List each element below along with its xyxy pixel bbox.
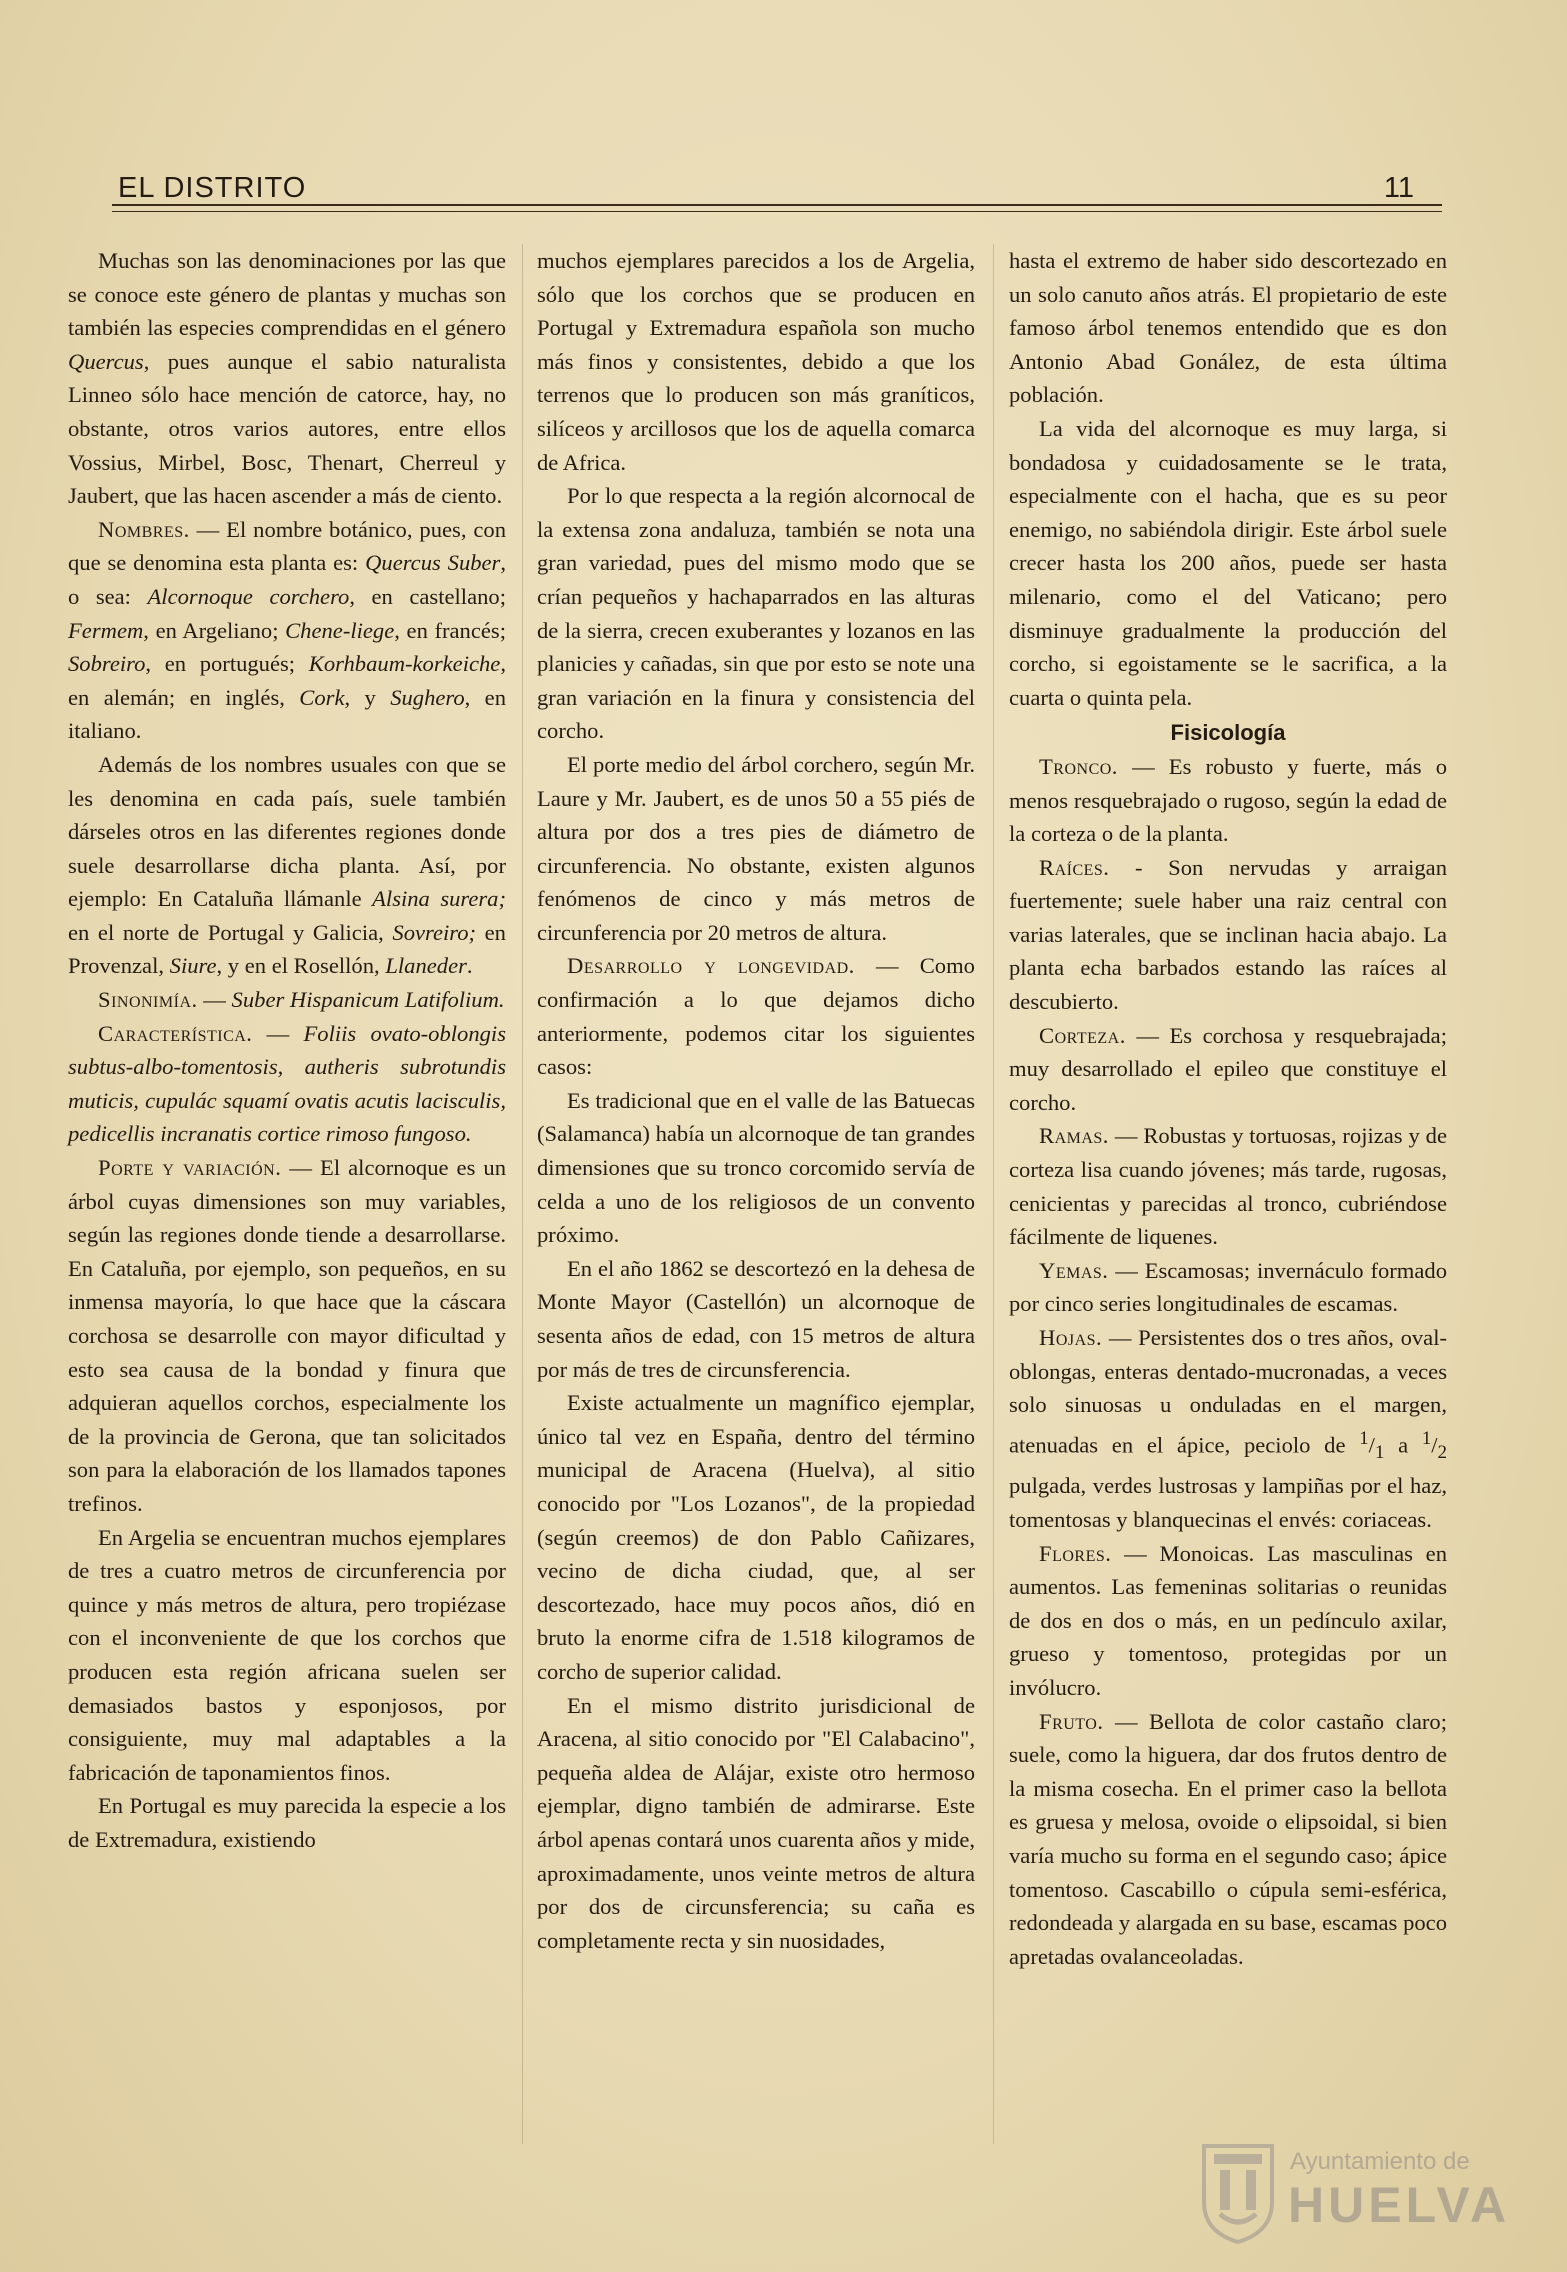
paragraph: Además de los nombres usuales con que se les denomina en cada país, suele también dárseles otros en las diferentes regiones donde suele desarrollarse dicha planta. Así, por ejemplo: En Cataluña llámanle Alsina surera; en el norte de Portugal y Galicia, Sovreiro; en Provenzal, Siure, y en el Rosellón, Llaneder.	[68, 751, 507, 979]
city-shield-icon	[1198, 2140, 1278, 2244]
column-separator	[993, 244, 994, 2144]
paragraph: Corteza. — Es corchosa y resquebrajada; muy desarrollado el epileo que constituye el corcho.	[1009, 1022, 1447, 1115]
text-column-2	[537, 244, 975, 1957]
page-header	[112, 172, 1442, 208]
paragraph: Raíces. - Son nervudas y arraigan fuertemente; suele haber una raiz central con varias laterales, que se inclinan hacia abajo. La planta echa barbados estando las raíces al descubierto.	[1009, 854, 1447, 1015]
paragraph: En Argelia se encuentran muchos ejemplares de tres a cuatro metros de circunferencia por quince y más metros de altura, pero tropiézase con el inconveniente de que los corchos que producen esta región africana suelen ser demasiados bastos y esponjosos, por consiguiente, muy mal adaptables a la fabricación de taponamientos finos.	[68, 1524, 506, 1785]
watermark-text: Ayuntamiento de	[1290, 2148, 1470, 2175]
paragraph: En el año 1862 se descortezó en la dehesa de Monte Mayor (Castellón) un alcornoque de sesenta años de edad, con 15 metros de altura por más de tres de circunsferencia.	[537, 1255, 975, 1382]
header-rule-thin	[112, 211, 1442, 212]
paragraph: muchos ejemplares parecidos a los de Argelia, sólo que los corchos que se producen en Portugal y Extremadura española son mucho más finos y consistentes, debido a que los terrenos que lo producen son más graníticos, silíceos y arcillosos que los de aquella comarca de Africa.	[537, 248, 975, 475]
paragraph: Ramas. — Robustas y tortuosas, rojizas y de corteza lisa cuando jóvenes; más tarde, rugosas, cenicientas y parecidas al tronco, cubriéndose fácilmente de liquenes.	[1009, 1123, 1447, 1250]
paragraph: En el mismo distrito jurisdicional de Aracena, al sitio conocido por "El Calabacino", pequeña aldea de Alájar, existe otro hermoso ejemplar, digno también de admirarse. Este árbol apenas contará unos cuarenta años y mide, aproximadamente, unos veinte metros de altura por dos de circunsferencia; su caña es completamente recta y sin nuosidades,	[537, 1692, 975, 1953]
section-heading: Fisicología	[1170, 720, 1286, 746]
paragraph: Es tradicional que en el valle de las Batuecas (Salamanca) había un alcornoque de tan grandes dimensiones que su tronco corcomido servía de celda a uno de los religiosos de un convento próximo.	[537, 1087, 975, 1248]
paragraph: Yemas. — Escamosas; invernáculo formado por cinco series longitudinales de escamas.	[1009, 1257, 1447, 1317]
paragraph: La vida del alcornoque es muy larga, si bondadosa y cuidadosamente se le trata, especialmente con el hacha, que es su peor enemigo, no sabiéndola dirigir. Este árbol suele crecer hasta los 200 años, puede ser hasta milenario, como el del Vaticano; pero disminuye gradualmente la producción del corcho, si egoistamente se le sacrifica, a la cuarta o quinta pela.	[1009, 415, 1447, 710]
publication-title: EL DISTRITO	[118, 172, 307, 204]
watermark-logo	[1198, 2140, 1511, 2250]
watermark-name: HUELVA	[1288, 2177, 1511, 2233]
paragraph: Porte y variación. — El alcornoque es un árbol cuyas dimensiones son muy variables, según las regiones donde tiende a desarrollarse. En Cataluña, por ejemplo, son pequeños, en su inmensa mayoría, lo que hace que la cáscara corchosa se desarrolle con mayor dificultad y esto sea causa de la bondad y finura que adquieran aquellos corchos, especialmente los de la provincia de Gerona, que tan solicitados son para la elaboración de los llamados tapones trefinos.	[68, 1155, 507, 1516]
paragraph: Característica. — Foliis ovato-oblongis subtus-albo-tomentosis, autheris subrotundis muticis, cupulác squamí ovatis acutis lacisculis, pedicellis incranatis cortice rimoso fungoso.	[68, 1020, 506, 1147]
paragraph: Desarrollo y longevidad. — Como confirmación a lo que dejamos dicho anteriormente, podemos citar los siguientes casos:	[537, 953, 975, 1080]
paragraph: Muchas son las denominaciones por las que se conoce este género de plantas y muchas son también las especies comprendidas en el género Quercus, pues aunque el sabio naturalista Linneo sólo hace mención de catorce, hay, no obstante, otros varios autores, entre ellos Vossius, Mirbel, Bosc, Thenart, Cherreul y Jaubert, que las hacen ascender a más de ciento.	[68, 248, 506, 509]
text-column-3	[1009, 244, 1447, 1973]
paragraph: Sinonimía. — Suber Hispanicum Latifolium.	[98, 987, 505, 1013]
paragraph: Por lo que respecta a la región alcornocal de la extensa zona andaluza, también se nota una gran variedad, pues del mismo modo que se crían pequeños y hachaparrados en las alturas de la sierra, crecen exuberantes y lozanos en las planicies y cañadas, sin que por esto se note una gran variación en la finura y consistencia del corcho.	[537, 483, 975, 744]
paragraph: Fruto. — Bellota de color castaño claro; suele, como la higuera, dar dos frutos dentro de la misma cosecha. En el primer caso la bellota es gruesa y melosa, ovoide o elipsoidal, si bien varía mucho su forma en el segundo caso; ápice tomentoso. Cascabillo o cúpula semi-esférica, redondeada y alargada en su base, escamas poco apretadas ovalanceoladas.	[1009, 1708, 1447, 1969]
column-separator	[522, 244, 523, 2144]
page-number: 11	[1383, 172, 1414, 204]
text-column-1	[68, 244, 506, 1857]
paragraph: Hojas. — Persistentes dos o tres años, oval-oblongas, enteras dentado-mucronadas, a veces solo sinuosas u onduladas en el margen, atenuadas en el ápice, peciolo de $^1/_1$ a $^1/_2$ pulgada, verdes lustrosas y lampiñas por el haz, tomentosas y blanquecinas el envés: coriaceas.	[1009, 1325, 1447, 1533]
paragraph: Tronco. — Es robusto y fuerte, más o menos resquebrajado o rugoso, según la edad de la corteza o de la planta.	[1009, 753, 1447, 847]
paragraph: Existe actualmente un magnífico ejemplar, único tal vez en España, dentro del término municipal de Aracena (Huelva), al sitio conocido por "Los Lozanos", de la propiedad (según creemos) de don Pablo Cañizares, vecino de dicha ciudad, que, al ser descortezado, hace muy pocos años, dió en bruto la enorme cifra de 1.518 kilogramos de corcho de superior calidad.	[537, 1390, 975, 1684]
paragraph: El porte medio del árbol corchero, según Mr. Laure y Mr. Jaubert, es de unos 50 a 55 piés de altura por dos a tres pies de diámetro de circunferencia. No obstante, existen algunos fenómenos de cinco y más metros de circunferencia por 20 metros de altura.	[537, 751, 975, 945]
header-rule	[112, 204, 1442, 206]
paragraph: hasta el extremo de haber sido descortezado en un solo canuto años atrás. El propietario de este famoso árbol tenemos entendido que es don Antonio Abad Gonález, de esta última población.	[1009, 248, 1447, 408]
paragraph: Flores. — Monoicas. Las masculinas en aumentos. Las femeninas solitarias o reunidas de dos en dos o más, en un pedínculo axilar, grueso y tomentoso, protegidas por un invólucro.	[1009, 1540, 1447, 1700]
paragraph: Nombres. — El nombre botánico, pues, con que se denomina esta planta es: Quercus Suber, o sea: Alcornoque corchero, en castellano; Fermem, en Argeliano; Chene-liege, en francés; Sobreiro, en portugués; Korhbaum-korkeiche, en alemán; en inglés, Cork, y Sughero, en italiano.	[68, 516, 507, 744]
paragraph: En Portugal es muy parecida la especie a los de Extremadura, existiendo	[68, 1793, 506, 1852]
